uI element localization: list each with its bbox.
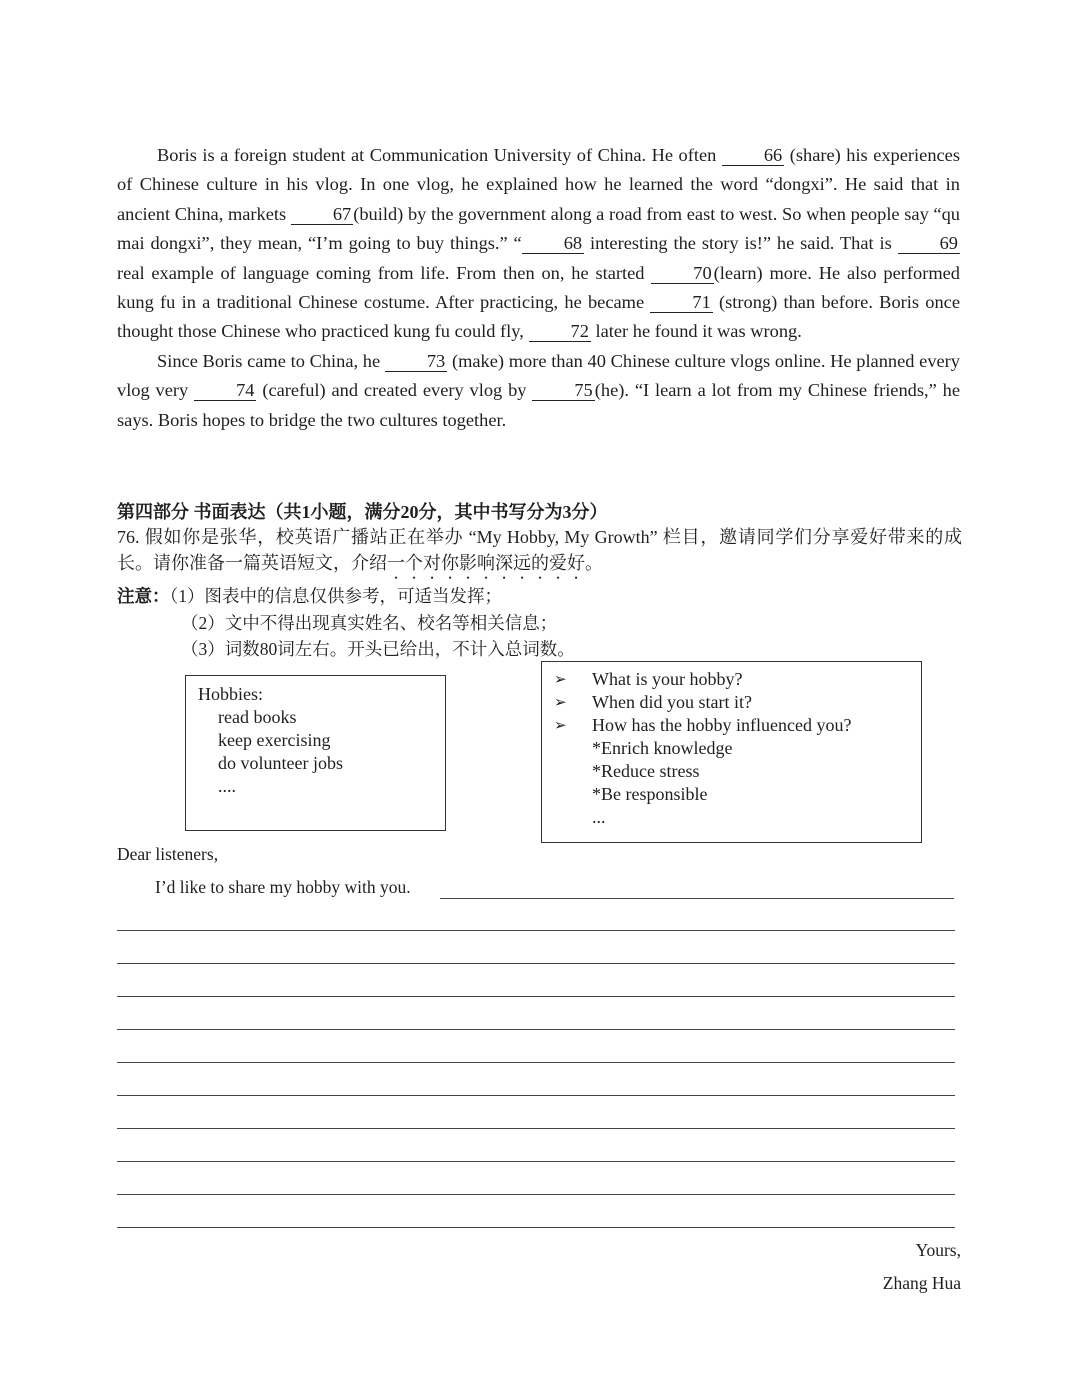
question-text: When did you start it? (592, 692, 752, 712)
questions-box (541, 661, 922, 843)
letter-closing: Yours, (915, 1240, 961, 1260)
question-row (554, 691, 909, 714)
influence-point-ellipsis: ... (592, 807, 606, 827)
task-text: 76. 假如你是张华，校英语广播站正在举办 “My Hobby, My Growth” 栏目，邀请同学们分享爱好带来的成长。请你准备一篇英语短文，介绍 (117, 527, 962, 573)
hobby-item: keep exercising (218, 730, 331, 750)
blank-66[interactable]: 66 (722, 145, 784, 166)
hobby-item: do volunteer jobs (218, 753, 343, 773)
influence-point: *Reduce stress (592, 761, 700, 781)
hobbies-box (185, 675, 446, 831)
passage-text: (make) more than 40 Chinese culture vlogs online. He planned every vlog very (117, 350, 961, 401)
passage-text: real example of language coming from life. From then on, he started (117, 262, 652, 283)
writing-line[interactable] (117, 1128, 955, 1129)
blank-75[interactable]: 75 (532, 380, 594, 401)
passage-paragraph-1 (117, 141, 960, 347)
blank-68[interactable]: 68 (522, 233, 584, 254)
passage-text: interesting the story is!” he said. That is (584, 233, 898, 254)
question-text: How has the hobby influenced you? (592, 715, 852, 735)
passage-text: (learn) more. He also performed kung fu in a traditional Chinese costume. After practicing, he became (117, 262, 960, 313)
writing-line[interactable] (440, 898, 954, 899)
writing-line[interactable] (117, 1227, 955, 1228)
hobby-item: read books (218, 707, 297, 727)
reading-passage (117, 141, 960, 435)
task-emphasis: 一个对你影响深远的爱好 (387, 553, 585, 573)
influence-point: *Be responsible (592, 784, 708, 804)
passage-text: (careful) and created every vlog by (256, 380, 533, 401)
question-text: What is your hobby? (592, 669, 743, 689)
writing-line[interactable] (117, 1095, 955, 1096)
blank-72[interactable]: 72 (529, 321, 591, 342)
hobby-item-ellipsis: .... (218, 776, 236, 796)
blank-74[interactable]: 74 (194, 380, 256, 401)
task-notes (117, 583, 575, 663)
arrow-bullet-icon: ➢ (554, 716, 567, 734)
blank-70[interactable]: 70 (651, 263, 713, 284)
influence-point: *Enrich knowledge (592, 738, 733, 758)
writing-line[interactable] (117, 996, 955, 997)
passage-text: Boris is a foreign student at Communication University of China. He often (157, 145, 722, 165)
notes-label: 注意： (117, 586, 170, 606)
section-heading: 第四部分 书面表达（共1小题，满分20分，其中书写分为3分） (117, 502, 608, 522)
note-3: （3）词数80词左右。开头已给出，不计入总词数。 (181, 639, 575, 659)
question-row (554, 668, 909, 691)
letter-opening: I’d like to share my hobby with you. (155, 877, 411, 897)
note-2: （2）文中不得出现真实姓名、校名等相关信息； (181, 612, 558, 633)
passage-text: (strong) than before. Boris once thought those Chinese who practiced kung fu could fly, (117, 292, 960, 342)
passage-text: Since Boris came to China, he (157, 350, 385, 371)
writing-line[interactable] (117, 963, 955, 964)
writing-line[interactable] (117, 1062, 955, 1063)
blank-71[interactable]: 71 (650, 292, 712, 313)
passage-text: (build) by the government along a road from east to west. So when people say “qu mai dongxi”, they mean, “I’m going to buy things.” “ (117, 203, 960, 254)
question-row (554, 714, 909, 737)
writing-line[interactable] (117, 1194, 955, 1195)
passage-text: (share) his experiences of Chinese culture in his vlog. In one vlog, he explained how he learned the word “dongxi”. He said that in ancient China, markets (117, 145, 960, 224)
arrow-bullet-icon: ➢ (554, 693, 567, 711)
letter-salutation: Dear listeners, (117, 844, 219, 864)
blank-73[interactable]: 73 (385, 351, 447, 372)
arrow-bullet-icon: ➢ (554, 670, 567, 688)
writing-line[interactable] (117, 930, 955, 931)
letter-signature: Zhang Hua (882, 1273, 961, 1293)
writing-line[interactable] (117, 1029, 955, 1030)
writing-task (117, 524, 962, 583)
writing-line[interactable] (117, 1161, 955, 1162)
passage-text: (he). “I learn a lot from my Chinese friends,” he says. Boris hopes to bridge the two cultures together. (117, 380, 960, 430)
passage-paragraph-2 (117, 347, 960, 435)
note-1: （1）图表中的信息仅供参考，可适当发挥； (169, 586, 502, 606)
task-text: 。 (585, 553, 603, 573)
note-row (117, 583, 575, 610)
passage-text: later he found it was wrong. (590, 321, 802, 342)
hobbies-title: Hobbies: (198, 684, 263, 704)
blank-67[interactable]: 67 (291, 204, 353, 225)
blank-69[interactable]: 69 (898, 233, 960, 254)
